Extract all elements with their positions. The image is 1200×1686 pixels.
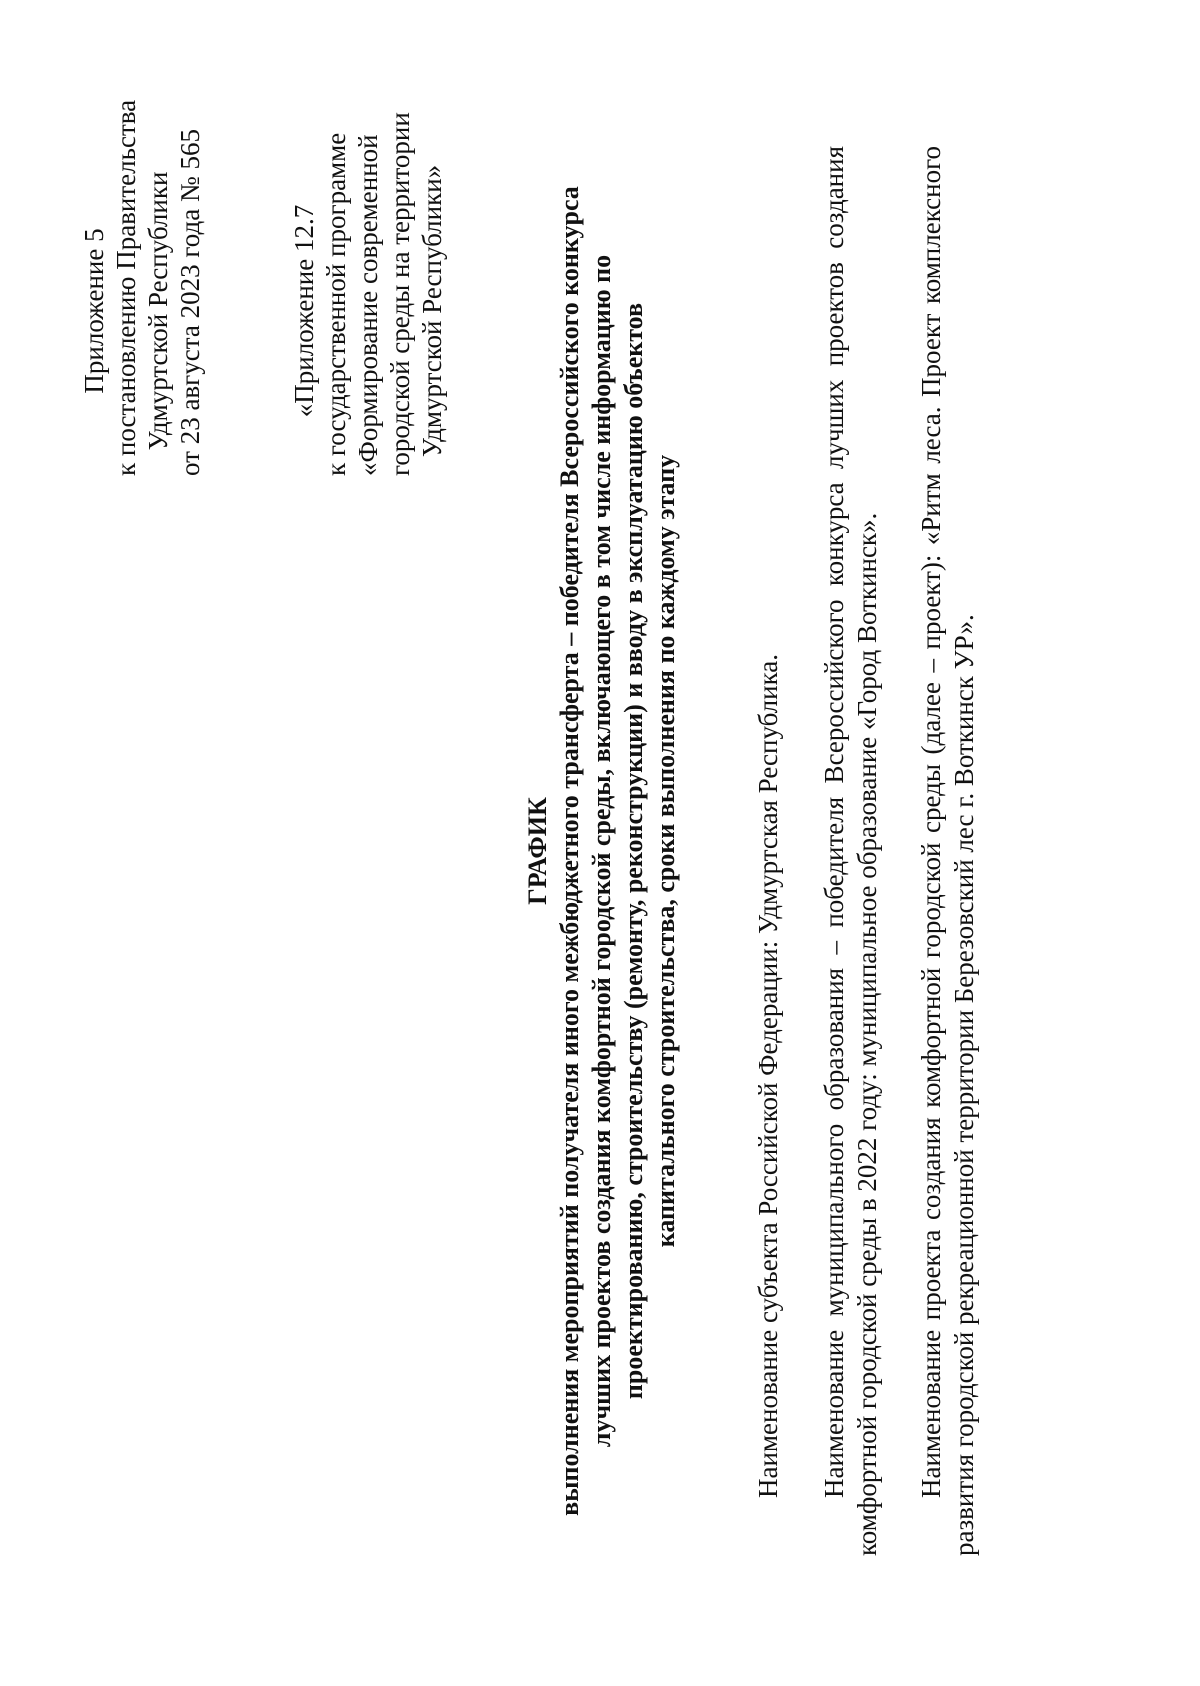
appendix-number: Приложение 5	[79, 228, 109, 394]
title-heading: ГРАФИК	[523, 797, 552, 905]
title-line-3: проектированию, строительству (ремонту, реконструкции) и вводу в эксплуатацию объектов	[619, 302, 648, 1400]
title-line-2: лучших проектов создания комфортной городской среды, включающего в том числе информацию по	[587, 254, 616, 1448]
program-appendix-reference: к государственной программе	[321, 132, 351, 476]
municipality-name-paragraph	[818, 146, 884, 1556]
program-name-line-1: «Формирование современной	[353, 134, 383, 476]
program-name-line-2: городской среды на территории	[385, 112, 415, 476]
municipality-name-line-1: Наименование муниципального образования – победителя Всероссийского конкурса лучших проектов создания	[819, 146, 849, 1498]
project-name-line-2: развития городской рекреационной территории Березовский лес г. Воткинск УР».	[949, 614, 979, 1556]
appendix-authority: Удмуртской Республики	[143, 171, 173, 451]
schedule-title	[522, 146, 682, 1556]
appendix-header	[78, 99, 206, 476]
appendix-reference: к постановлению Правительства	[111, 99, 141, 476]
subject-name-text: Наименование субъекта Российской Федерации: Удмуртская Республика.	[753, 653, 783, 1498]
program-name-line-3: Удмуртской Республики»	[417, 164, 447, 458]
project-name-line-1: Наименование проекта создания комфортной городской среды (далее – проект): «Ритм леса. Проект комплексного	[916, 146, 946, 1498]
program-appendix-header	[288, 112, 448, 476]
subject-name-paragraph	[752, 146, 785, 1556]
appendix-date: от 23 августа 2023 года № 565	[175, 129, 205, 476]
title-line-4: капитального строительства, сроки выполнения по каждому этапу	[651, 454, 680, 1248]
program-appendix-number: «Приложение 12.7	[289, 204, 319, 418]
municipality-name-line-2: комфортной городской среды в 2022 году: муниципальное образование «Город Воткинск».	[852, 512, 882, 1556]
project-name-paragraph	[915, 146, 981, 1556]
title-line-1: выполнения мероприятий получателя иного межбюджетного трансферта – победителя Всероссийского конкурса	[555, 186, 584, 1516]
